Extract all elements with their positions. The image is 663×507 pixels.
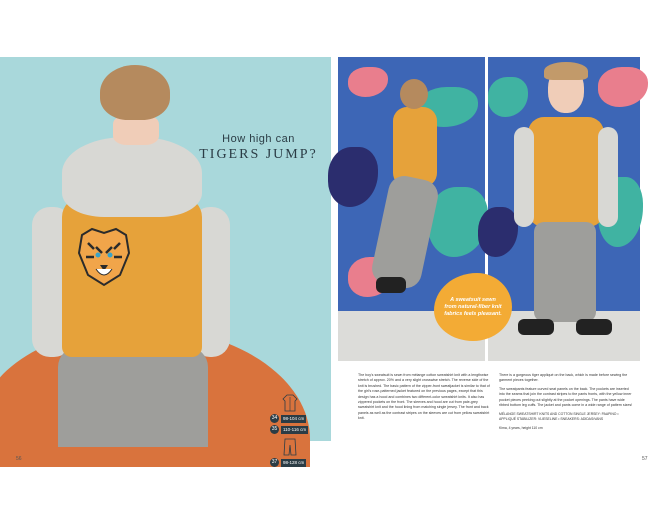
size-label: 98-128 cm [283, 459, 305, 465]
body-paragraph: The sweatpants feature curved seat panels on the back. The pockets are inserted into the seams that join the contrast stripes to the pants fronts, with the yellow inner pocket pieces peeking out slightly at the pocket openings. The pants have wide ribbed bottom leg cuffs. The jacket and pants come in a wide range of pattern sizes! [499, 386, 633, 408]
standing-kid-jacket [528, 117, 604, 227]
size-row [270, 458, 330, 467]
pink-shape [348, 67, 388, 97]
text-column-1 [358, 373, 493, 425]
size-chart [270, 394, 330, 467]
standing-kid-hair [544, 62, 588, 80]
text-column-2 [499, 373, 634, 431]
size-number: 35 [271, 426, 278, 432]
standing-kid-sleeve [514, 127, 534, 227]
standing-kid-pants [534, 222, 596, 322]
size-label: 98-104 cm [283, 415, 305, 421]
page-number-right: 57 [642, 456, 648, 462]
model-note: Kima, 4 years, height 110 cm [499, 426, 543, 431]
body-paragraph: There is a gorgeous tiger appliqué on the back, which is made before sewing the garment pieces together. [499, 373, 628, 383]
size-number: 37 [271, 459, 278, 465]
teal-shape [488, 77, 528, 117]
size-row [270, 425, 330, 434]
jumping-kid-jacket [393, 107, 437, 187]
standing-kid-sleeve [598, 127, 618, 227]
sneaker [518, 319, 554, 335]
size-number: 34 [271, 415, 278, 421]
tiger-applique-icon [74, 225, 134, 287]
size-row [270, 414, 330, 423]
headline-line2: TIGERS JUMP? [199, 147, 318, 162]
page-headline [196, 133, 321, 163]
size-label: 110-116 cm [283, 426, 307, 432]
jumping-kid-head [400, 79, 428, 109]
sneaker [376, 277, 406, 293]
sneaker [576, 319, 612, 335]
body-paragraph: The boy's sweatsuit is sewn from mélange cotton sweatshirt knit with a lengthwise stretch of approx. 20% and a very slight crosswise stretch. The reverse side of the knit is brushed. The basic pattern of the zipper-front sweatjacket is similar to that of the girl's rose-patterned jacket featured on the previous pages, except that this design has a hood and combines two different-color sweatshirt knits. It also has zippered pockets on the front. The sleeves and hood are cut from pale-grey sweatshirt knit and the hood lining from matching single jersey. The front and back panels as well as the contrast stripes on the sleeves are cut from yellow sweatshirt knit. [358, 373, 490, 421]
standing-photo [488, 57, 640, 361]
navy-shape [478, 207, 518, 257]
callout-bubble: A sweatsuit sewn from natural-fiber knit fabrics feels pleasant. [434, 273, 512, 341]
headline-line1: How high can [222, 133, 295, 145]
kid-hood [62, 137, 202, 217]
pink-shape [598, 67, 648, 107]
page-number-left: 56 [16, 456, 22, 462]
kid-hair [100, 65, 170, 120]
jacket-icon [282, 394, 298, 412]
materials-credit: MÉLANGE SWEATSHIRT KNITS AND COTTON SINGLE JERSEY: PAAPINO • APPLIQUÉ STABILIZER: VLIESELINE • SNEAKERS: ADIDAS/VANS [499, 412, 619, 422]
navy-shape [328, 147, 378, 207]
kid-pants [58, 347, 208, 447]
jumping-kid-pants [369, 173, 441, 291]
pants-icon [282, 438, 298, 456]
